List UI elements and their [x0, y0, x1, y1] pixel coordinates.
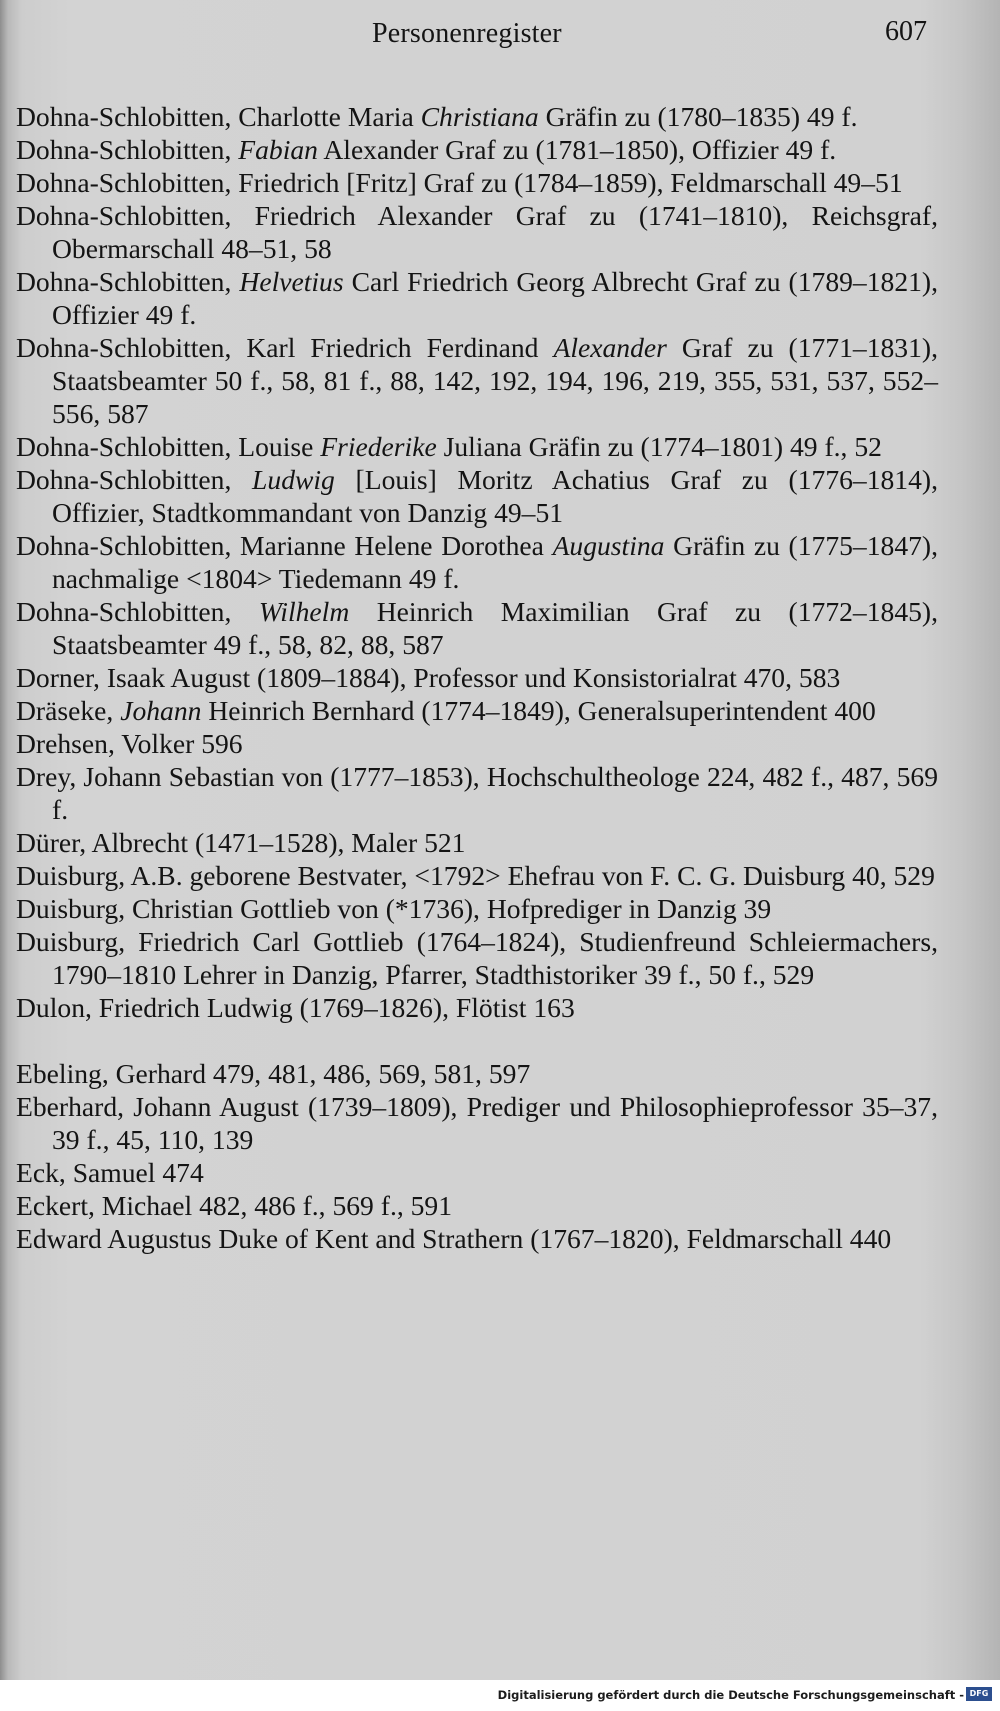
register-entry: [16, 1156, 938, 1189]
entry-text: Dohna-Schlobitten,: [16, 134, 239, 165]
entry-text: Dohna-Schlobitten, Marianne Helene Dorothea: [16, 530, 553, 561]
entry-text: Dorner, Isaak August (1809–1884), Professor und Konsistorialrat 470, 583: [16, 662, 841, 693]
entry-emphasis: Augustina: [552, 530, 665, 561]
entry-text: Juliana Gräfin zu (1774–1801) 49 f., 52: [436, 431, 882, 462]
entry-emphasis: Wilhelm: [258, 596, 350, 627]
entry-emphasis: Johann: [120, 695, 202, 726]
register-entry: [16, 595, 938, 661]
entry-text: Alexander Graf zu (1781–1850), Offizier 49 f.: [317, 134, 837, 165]
register-entry: [16, 826, 938, 859]
register-entry: [16, 463, 938, 529]
register-entry: [16, 1090, 938, 1156]
entry-text: [Louis] Moritz Achatius Graf zu (1776–1814), Offizier, Stadtkommandant von Danzig 49–51: [52, 464, 938, 528]
entry-text: Dohna-Schlobitten, Karl Friedrich Ferdinand: [16, 332, 554, 363]
register-entry: [16, 166, 938, 199]
register-entry: [16, 727, 938, 760]
register-entry: [16, 1057, 938, 1090]
entry-text: Eckert, Michael 482, 486 f., 569 f., 591: [16, 1190, 453, 1221]
entry-text: Dohna-Schlobitten, Louise: [16, 431, 321, 462]
entry-text: Dohna-Schlobitten, Friedrich [Fritz] Graf zu (1784–1859), Feldmarschall 49–51: [16, 167, 903, 198]
register-entries: [16, 100, 938, 1255]
entry-text: Eberhard, Johann August (1739–1809), Prediger und Philosophieprofessor 35–37, 39 f., 45, 110, 139: [16, 1091, 938, 1155]
entry-text: Drehsen, Volker 596: [16, 728, 243, 759]
entry-text: Drey, Johann Sebastian von (1777–1853), Hochschultheologe 224, 482 f., 487, 569 f.: [16, 761, 938, 825]
entry-text: Eck, Samuel 474: [16, 1157, 204, 1188]
register-entry: [16, 133, 938, 166]
entry-text: Graf zu (1771–1831), Staatsbeamter 50 f., 58, 81 f., 88, 142, 192, 194, 196, 219, 355, 531, 537, 552–556, 587: [52, 332, 938, 429]
entry-text: Carl Friedrich Georg Albrecht Graf zu (1789–1821), Offizier 49 f.: [52, 266, 939, 330]
register-entry: [16, 694, 938, 727]
entry-text: Duisburg, A.B. geborene Bestvater, <1792> Ehefrau von F. C. G. Duisburg 40, 529: [16, 860, 935, 891]
running-title: Personenregister: [372, 18, 562, 49]
entry-text: Dohna-Schlobitten,: [16, 266, 240, 297]
entry-text: Ebeling, Gerhard 479, 481, 486, 569, 581, 597: [16, 1058, 531, 1089]
page-number: 607: [885, 16, 927, 47]
entry-emphasis: Ludwig: [252, 464, 335, 495]
page-header: [0, 14, 1000, 54]
entry-text: Edward Augustus Duke of Kent and Strathern (1767–1820), Feldmarschall 440: [16, 1223, 892, 1254]
register-entry: [16, 100, 938, 133]
entry-text: Duisburg, Christian Gottlieb von (*1736), Hofprediger in Danzig 39: [16, 893, 772, 924]
entry-text: Dohna-Schlobitten, Charlotte Maria: [16, 101, 421, 132]
register-entry: [16, 331, 938, 430]
entry-emphasis: Alexander: [553, 332, 667, 363]
digitization-footer: [0, 1680, 1000, 1711]
register-entry: [16, 199, 938, 265]
register-entry: [16, 859, 938, 892]
entry-emphasis: Christiana: [420, 101, 539, 132]
dfg-logo-icon: DFG: [966, 1687, 992, 1701]
register-entry: [16, 991, 938, 1024]
entry-text: Dürer, Albrecht (1471–1528), Maler 521: [16, 827, 466, 858]
entry-text: Duisburg, Friedrich Carl Gottlieb (1764–1824), Studienfreund Schleiermachers, 1790–1810 Lehrer in Danzig, Pfarrer, Stadthistoriker 39 f., 50 f., 529: [16, 926, 938, 990]
entry-text: Heinrich Maximilian Graf zu (1772–1845), Staatsbeamter 49 f., 58, 82, 88, 587: [52, 596, 938, 660]
entry-text: Gräfin zu (1775–1847), nachmalige <1804> Tiedemann 49 f.: [52, 530, 938, 594]
entry-emphasis: Helvetius: [239, 266, 344, 297]
entry-text: Heinrich Bernhard (1774–1849), Generalsuperintendent 400: [201, 695, 876, 726]
entry-text: Dohna-Schlobitten,: [16, 596, 259, 627]
funding-credit: Digitalisierung gefördert durch die Deutsche Forschungsgemeinschaft -: [497, 1688, 964, 1702]
entry-emphasis: Fabian: [238, 134, 318, 165]
entry-text: Dohna-Schlobitten, Friedrich Alexander Graf zu (1741–1810), Reichsgraf, Obermarschall 48–51, 58: [16, 200, 938, 264]
register-entry: [16, 430, 938, 463]
register-entry: [16, 1189, 938, 1222]
register-entry: [16, 925, 938, 991]
register-entry: [16, 892, 938, 925]
entry-text: Gräfin zu (1780–1835) 49 f.: [538, 101, 858, 132]
entry-text: Dulon, Friedrich Ludwig (1769–1826), Flötist 163: [16, 992, 575, 1023]
register-entry: [16, 265, 938, 331]
entry-text: Dräseke,: [16, 695, 121, 726]
register-entry: [16, 661, 938, 694]
register-entry: [16, 529, 938, 595]
register-entry: [16, 760, 938, 826]
entry-text: Dohna-Schlobitten,: [16, 464, 253, 495]
register-entry: [16, 1222, 938, 1255]
entry-emphasis: Friederike: [320, 431, 437, 462]
